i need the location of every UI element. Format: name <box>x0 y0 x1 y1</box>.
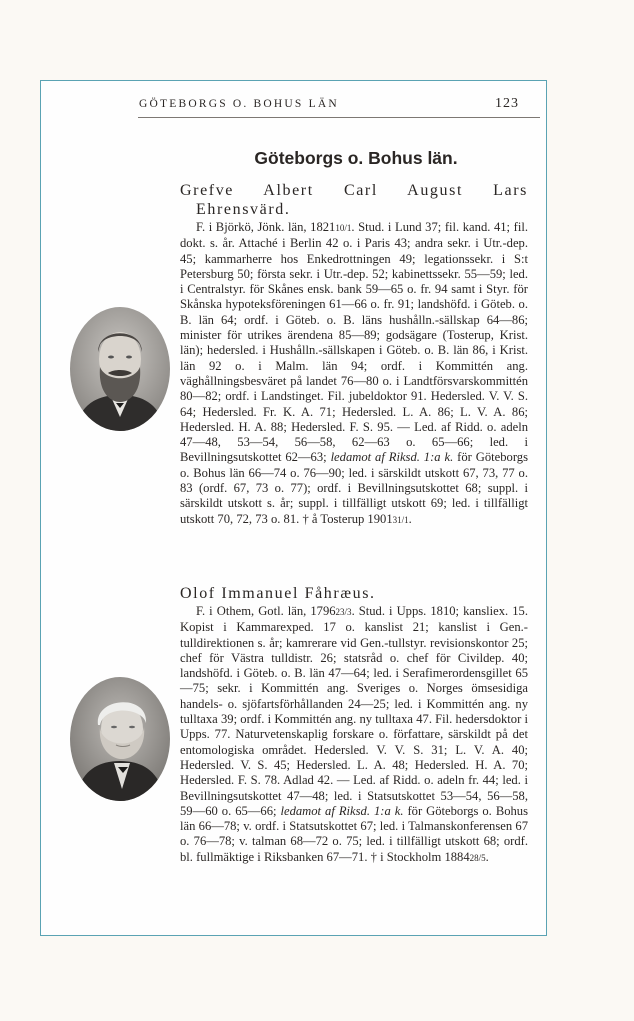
riksdag-membership-italic: ledamot af Riksd. 1:a k. <box>330 450 454 465</box>
death-date-fraction: 31/1 <box>392 514 409 525</box>
portrait-bearded-man-icon <box>70 307 170 431</box>
header-rule <box>138 117 540 118</box>
body-text: . <box>408 511 412 526</box>
entry-body <box>180 220 528 528</box>
running-head: GÖTEBORGS O. BOHUS LÄN <box>139 98 339 110</box>
body-text: F. i Björkö, Jönk. län, 1821 <box>196 220 336 234</box>
section-title: Göteborgs o. Bohus län. <box>254 148 458 168</box>
biography-entry-fahraeus <box>180 584 528 866</box>
birth-date-fraction: 23/3 <box>335 607 352 617</box>
body-text: . Stud. i Lund 37; fil. kand. 41; fil. dokt. s. år. Attaché i Berlin 42 o. i Paris 43; andra sekr. i Utr.-dep. 45; kammarherre hos Enkedrottningen 49; legationssekr. i S:t Petersburg 50; första sekr. i Utr.-dep. 52; kabinettssekr. 55—59; led. i Centralstyr. för Skånes ensk. bank 59—65 o. fr. 94 samt i Styr. för Skånska hypoteksföreningen 61—66 o. fr. 91; landshöfd. i Göteb. o. B. län 64; ordf. i Göteb. o. B. läns hushålln.-sällskap 64—86; minister för utrikes ärendena 85—89; godsägare (Tosterup, Krist. län); hedersled. i Hushålln.-sällskapen i Göteb. o. B. län 86, i Krist. län 92 o. i Malm. län 94; ordf. i Kommittén ang. väghållningsbesväret på landet 76—80 o. i Landtförsvarskommittén 80—82; ordf. i Landstinget. Fil. jubeldoktor 91. Hedersled. V. V. S. 64; Hedersled. Fr. K. A. 71; Hedersled. L. A. 86; L. V. A. 86; Hedersled. H. A. 88; Hedersled. F. S. 95. — Led. af Ridd. o. adeln 47—48, 53—54, 56—58, 62—63 o. 65—66; led. i Bevillningsutskottet 62—63; <box>180 220 528 465</box>
birth-date-fraction: 10/1 <box>335 223 352 233</box>
entry-body <box>180 604 528 866</box>
entry-name: Grefve Albert Carl August Lars Ehrensvärd. <box>180 182 528 218</box>
riksdag-membership-italic: ledamot af Riksd. 1:a k. <box>280 803 404 818</box>
biography-entry-ehrensvard <box>180 181 528 528</box>
portrait-ehrensvard <box>70 307 170 431</box>
entry-name: Olof Immanuel Fåhræus. <box>180 585 376 602</box>
portrait-fahraeus <box>70 677 170 801</box>
death-date-fraction: 28/5 <box>469 852 486 863</box>
body-text: F. i Othem, Gotl. län, 1796 <box>196 604 336 618</box>
body-text: för Göteborgs o. Bohus län 66—78; v. ordf. i Statsutskottet 67; led. i Talmanskonferensen 67 o. 76—78; v. talman 68—72 o. 75; led. i tillfälligt utskott 68; ordf. bl. fullmäktige i Riksbanken 67—71. † i Stockholm 1884 <box>180 803 529 864</box>
page-number: 123 <box>495 96 519 111</box>
body-text: för Göteborgs o. Bohus län 66—74 o. 76—90; led. i särskildt utskott 67, 73, 77 o. 83 (ordf. 67, 73 o. 77); ordf. i Bevillningsutskottet 68; suppl. i särskildt utskott s. år; suppl. i tillfälligt utskott 69; led. i tillfälligt utskott 70, 72, 73 o. 81. † å Tosterup 1901 <box>180 450 528 526</box>
body-text: . <box>485 849 489 864</box>
body-text: . Stud. i Upps. 1810; kansliex. 15. Kopist i Kammarexped. 17 o. kanslist 21; kanslist i Gen.-tulldirektionen s. år; kamrerare vid Gen.-tullstyr. revisionskontor 25; chef för Västra tulldistr. 26; statsråd o. chef för Civildep. 40; landshöfd. i Göteb. o. B. län 47—64; led. i Serafimerordensgillet 65—75; sekr. i Kommittén ang. Sveriges o. Norges ömsesidiga handels- o. sjöfartsförhållanden 24—25; led. i Kommittén ang. ny tulltaxa 39; ordf. i Kommittén ang. ny tulltaxa 47. Fil. hedersdoktor i Upps. 77. Naturvetenskaplig forskare o. författare, särskildt på det entomologiska området. Hedersled. V. V. S. 31; L. V. A. 40; Hedersled. V. S. 45; Hedersled. L. A. 48; Hedersled. H. A. 70; Hedersled. F. S. 78. Adlad 42. — Led. af Ridd. o. adeln fr. 44; led. i Bevillningsutskottet 47—48; led. i Statsutskottet 53—54, 56—58, 59—60 o. 65—66; <box>180 604 528 818</box>
portrait-elderly-man-icon <box>70 677 170 801</box>
